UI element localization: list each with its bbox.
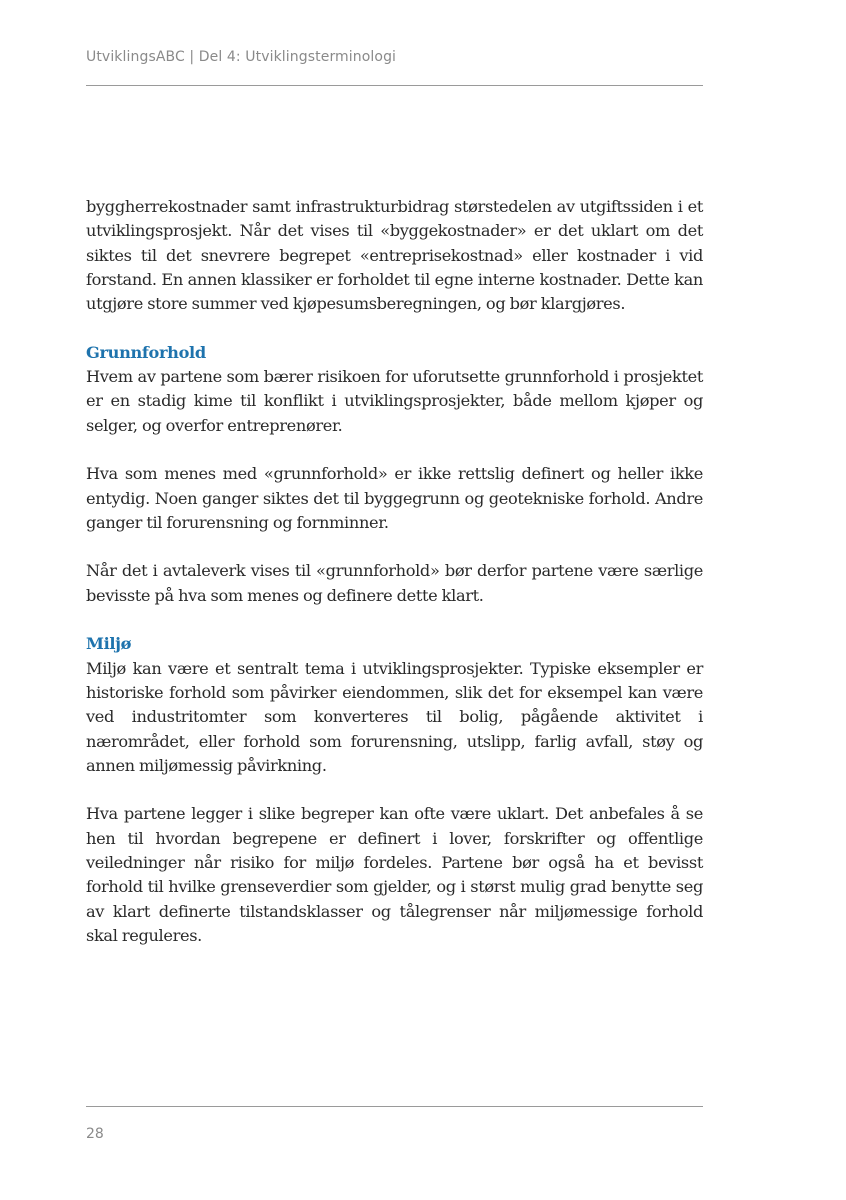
page-number: 28 xyxy=(86,1126,104,1142)
header-divider xyxy=(86,85,703,86)
miljo-paragraph-1: Miljø kan være et sentralt tema i utviklingsprosjekter. Typiske eksempler er historiske forhold som påvirker eiendommen, slik det for eksempel kan være ved industritomter som konverteres til bolig, pågående aktivitet i nærområdet, eller forhold som forurensning, utslipp, farlig avfall, støy og annen miljømessig påvirkning. xyxy=(86,658,703,775)
running-header: UtviklingsABC | Del 4: Utviklingsterminologi xyxy=(86,49,397,65)
miljo-paragraph-2: Hva partene legger i slike begreper kan ofte være uklart. Det anbefales å se hen til hvordan begrepene er definert i lover, forskrifter og offentlige veiledninger når risiko for miljø fordeles. Partene bør også ha et bevisst forhold til hvilke grenseverdier som gjelder, og i størst mulig grad benytte seg av klart definerte tilstandsklasser og tålegrenser når miljømessige forhold skal reguleres. xyxy=(86,804,703,945)
section-heading-grunnforhold: Grunnforhold xyxy=(86,342,206,362)
section-heading-miljo: Miljø xyxy=(86,634,132,654)
grunnforhold-paragraph-1: Hvem av partene som bærer risikoen for uforutsette grunnforhold i prosjektet er en stadig kime til konflikt i utviklingsprosjekter, både mellom kjøper og selger, og overfor entreprenører. xyxy=(86,367,703,435)
footer-divider xyxy=(86,1106,703,1107)
grunnforhold-paragraph-2: Hva som menes med «grunnforhold» er ikke rettslig definert og heller ikke entydig. Noen ganger siktes det til byggegrunn og geotekniske forhold. Andre ganger til forurensning og fornminner. xyxy=(86,464,703,532)
intro-paragraph: byggherrekostnader samt infrastrukturbidrag størstedelen av utgiftssiden i et utviklingsprosjekt. Når det vises til «byggekostnader» er det uklart om det siktes til det snevrere begrepet «entreprisekostnad» eller kostnader i vid forstand. En annen klassiker er forholdet til egne interne kostnader. Dette kan utgjøre store summer ved kjøpesumsberegningen, og bør klargjøres. xyxy=(86,197,703,314)
grunnforhold-paragraph-3: Når det i avtaleverk vises til «grunnforhold» bør derfor partene være særlige bevisste på hva som menes og definere dette klart. xyxy=(86,561,703,605)
document-body xyxy=(86,195,703,973)
